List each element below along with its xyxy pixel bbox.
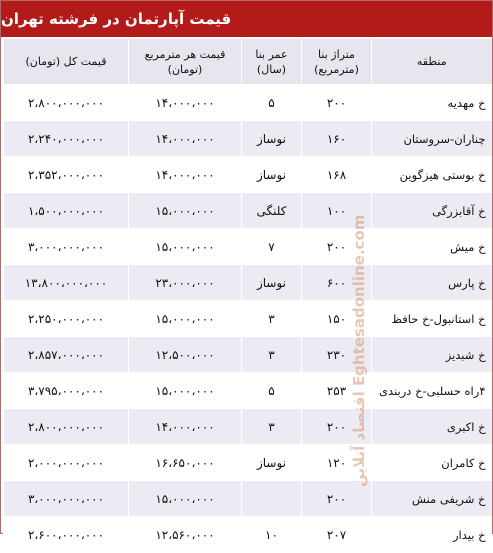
- cell-age: ۳: [242, 409, 302, 445]
- cell-price-per-meter: ۱۲،۵۰۰،۰۰۰: [129, 337, 242, 373]
- cell-area: ۲۳۰: [302, 337, 372, 373]
- cell-total-price: ۲،۳۵۲،۰۰۰،۰۰۰: [4, 157, 129, 193]
- table-row: [4, 481, 492, 517]
- cell-price-per-meter: ۱۵،۰۰۰،۰۰۰: [129, 481, 242, 517]
- cell-age: ۵: [242, 85, 302, 121]
- cell-age: ۳: [242, 337, 302, 373]
- cell-region: خ شبدیز: [372, 337, 492, 373]
- cell-region: خ شریفی منش: [372, 481, 492, 517]
- cell-area: ۲۰۷: [302, 517, 372, 553]
- table-row: [4, 373, 492, 409]
- cell-total-price: ۳،۷۹۵،۰۰۰،۰۰۰: [4, 373, 129, 409]
- cell-total-price: ۳،۰۰۰،۰۰۰،۰۰۰: [4, 229, 129, 265]
- cell-area: ۱۵۰: [302, 301, 372, 337]
- cell-region: خ میش: [372, 229, 492, 265]
- cell-total-price: ۲،۸۰۰،۰۰۰،۰۰۰: [4, 85, 129, 121]
- cell-area: ۶۰۰: [302, 265, 372, 301]
- cell-area: ۲۵۳: [302, 373, 372, 409]
- table-row: [4, 193, 492, 229]
- cell-price-per-meter: ۱۴،۰۰۰،۰۰۰: [129, 409, 242, 445]
- table-row: [4, 337, 492, 373]
- cell-total-price: ۱،۵۰۰،۰۰۰،۰۰۰: [4, 193, 129, 229]
- cell-region: خ مهدیه: [372, 85, 492, 121]
- cell-age: ۵: [242, 373, 302, 409]
- page-title: قیمت آپارتمان در فرشته تهران: [1, 1, 492, 37]
- header-total-price: قیمت کل (تومان): [4, 39, 129, 85]
- table-row: [4, 121, 492, 157]
- cell-area: ۲۰۰: [302, 481, 372, 517]
- cell-price-per-meter: ۱۵،۰۰۰،۰۰۰: [129, 229, 242, 265]
- cell-region: خ اکبری: [372, 409, 492, 445]
- cell-age: نوساز: [242, 157, 302, 193]
- cell-age: نوساز: [242, 265, 302, 301]
- cell-area: ۲۰۰: [302, 229, 372, 265]
- apartment-price-table: [3, 39, 492, 553]
- table-row: [4, 517, 492, 553]
- cell-total-price: ۲،۰۰۰،۰۰۰،۰۰۰: [4, 445, 129, 481]
- cell-age: نوساز: [242, 445, 302, 481]
- cell-total-price: ۲،۸۵۷،۰۰۰،۰۰۰: [4, 337, 129, 373]
- cell-age: ۷: [242, 229, 302, 265]
- cell-region: چناران-سروستان: [372, 121, 492, 157]
- cell-price-per-meter: ۱۴،۰۰۰،۰۰۰: [129, 121, 242, 157]
- cell-region: خ کامران: [372, 445, 492, 481]
- cell-price-per-meter: ۱۲،۵۶۰،۰۰۰: [129, 517, 242, 553]
- cell-price-per-meter: ۱۵،۰۰۰،۰۰۰: [129, 193, 242, 229]
- cell-total-price: ۱۳،۸۰۰،۰۰۰،۰۰۰: [4, 265, 129, 301]
- cell-region: ۴راه حسلبی-خ دربندی: [372, 373, 492, 409]
- cell-price-per-meter: ۱۴،۰۰۰،۰۰۰: [129, 157, 242, 193]
- cell-price-per-meter: ۱۴،۰۰۰،۰۰۰: [129, 85, 242, 121]
- cell-age: کلنگی: [242, 193, 302, 229]
- table-row: [4, 445, 492, 481]
- cell-price-per-meter: ۱۵،۰۰۰،۰۰۰: [129, 373, 242, 409]
- cell-area: ۱۶۰: [302, 121, 372, 157]
- cell-total-price: ۳،۰۰۰،۰۰۰،۰۰۰: [4, 481, 129, 517]
- cell-area: ۲۰۰: [302, 85, 372, 121]
- cell-price-per-meter: ۱۵،۰۰۰،۰۰۰: [129, 301, 242, 337]
- table-row: [4, 301, 492, 337]
- cell-region: خ بوستی هیزگوین: [372, 157, 492, 193]
- header-region: منطقه: [372, 39, 492, 85]
- watermark-text: اقتصاد آنلاین Eghtesadonline.com: [350, 214, 368, 488]
- cell-area: ۱۰۰: [302, 193, 372, 229]
- cell-age: [242, 481, 302, 517]
- cell-age: ۳: [242, 301, 302, 337]
- header-age: عمر بنا (سال): [242, 39, 302, 85]
- cell-total-price: ۲،۲۴۰،۰۰۰،۰۰۰: [4, 121, 129, 157]
- header-area: متراژ بنا (مترمربع): [302, 39, 372, 85]
- cell-area: ۲۰۰: [302, 409, 372, 445]
- table-row: [4, 85, 492, 121]
- cell-region: خ پارس: [372, 265, 492, 301]
- table-row: [4, 409, 492, 445]
- table-row: [4, 265, 492, 301]
- cell-total-price: ۲،۶۰۰،۰۰۰،۰۰۰: [4, 517, 129, 553]
- table-row: [4, 157, 492, 193]
- table-header-row: [4, 39, 492, 85]
- cell-region: خ بیدار: [372, 517, 492, 553]
- cell-price-per-meter: ۱۶،۶۵۰،۰۰۰: [129, 445, 242, 481]
- cell-area: ۱۶۸: [302, 157, 372, 193]
- cell-region: خ استانبول-خ حافظ: [372, 301, 492, 337]
- cell-total-price: ۲،۸۰۰،۰۰۰،۰۰۰: [4, 409, 129, 445]
- cell-area: ۱۲۰: [302, 445, 372, 481]
- cell-price-per-meter: ۲۳،۰۰۰،۰۰۰: [129, 265, 242, 301]
- cell-region: خ آقابزرگی: [372, 193, 492, 229]
- header-price-per-meter: قیمت هر مترمربع (تومان): [129, 39, 242, 85]
- cell-age: ۱۰: [242, 517, 302, 553]
- cell-age: نوساز: [242, 121, 302, 157]
- table-row: [4, 229, 492, 265]
- cell-total-price: ۲،۲۵۰،۰۰۰،۰۰۰: [4, 301, 129, 337]
